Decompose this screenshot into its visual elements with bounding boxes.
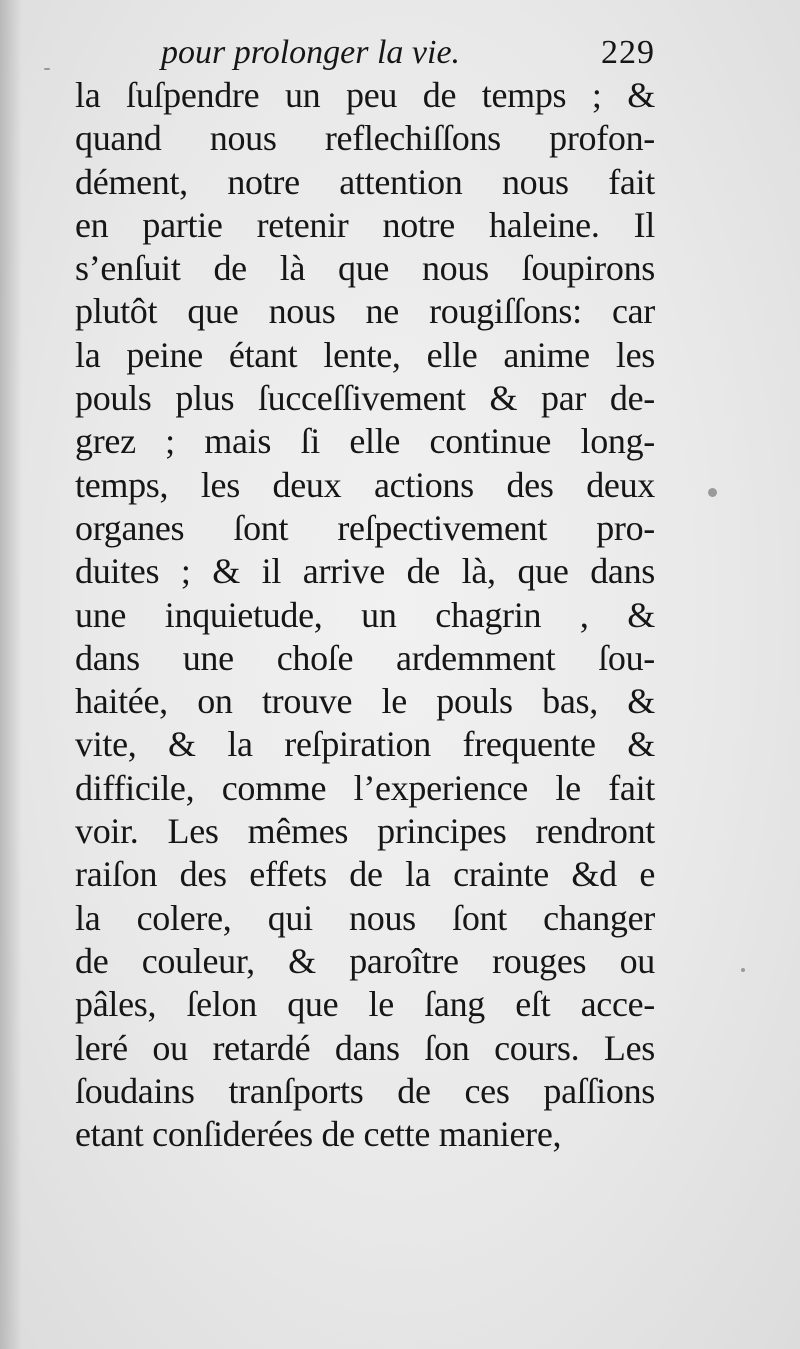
text-line: difficile, comme l’experience le fait [75,767,655,808]
text-line: temps, les deux actions des deux [75,464,655,505]
text-line: leré ou retardé dans ſon cours. Les [75,1027,655,1068]
text-line: la colere, qui nous ſont changer [75,897,655,938]
text-line: de couleur, & paroître rouges ou [75,940,655,981]
paper-speck [44,68,50,70]
gutter-shadow [0,0,22,1349]
text-line: grez ; mais ſi elle continue long- [75,421,655,462]
text-line: la ſuſpendre un peu de temps ; & [75,75,655,115]
paper-speck [708,488,717,497]
text-line: organes ſont reſpectivement pro- [75,507,655,548]
text-line: en partie retenir notre haleine. Il [75,204,655,245]
text-line: s’enſuit de là que nous ſoupirons [75,248,655,289]
running-title: pour prolonger la vie. [161,34,461,71]
text-line: etant conſiderées de cette maniere, [75,1114,562,1155]
text-line: raiſon des effets de la crainte &d e [75,854,655,895]
text-line: plutôt que nous ne rougiſſons: car [75,291,655,332]
text-line: voir. Les mêmes principes rendront [75,811,655,852]
text-line: dément, notre attention nous fait [75,161,655,202]
text-line: dans une choſe ardemment ſou- [75,637,655,678]
text-line: duites ; & il arrive de là, que dans [75,551,655,592]
text-line: quand nous reflechiſſons profon- [75,118,655,159]
body-text [75,74,655,1156]
running-head [75,30,655,76]
text-line: haitée, on trouve le pouls bas, & [75,681,655,722]
text-line: pâles, ſelon que le ſang eſt acce- [75,984,655,1025]
text-line: pouls plus ſucceſſivement & par de- [75,378,655,419]
text-line: une inquietude, un chagrin , & [75,594,655,635]
text-line: vite, & la reſpiration frequente & [75,724,655,765]
text-line: la peine étant lente, elle anime les [75,334,655,375]
text-line: ſoudains tranſports de ces paſſions [75,1070,655,1111]
paper-speck [741,968,745,972]
page-number: 229 [601,34,655,71]
